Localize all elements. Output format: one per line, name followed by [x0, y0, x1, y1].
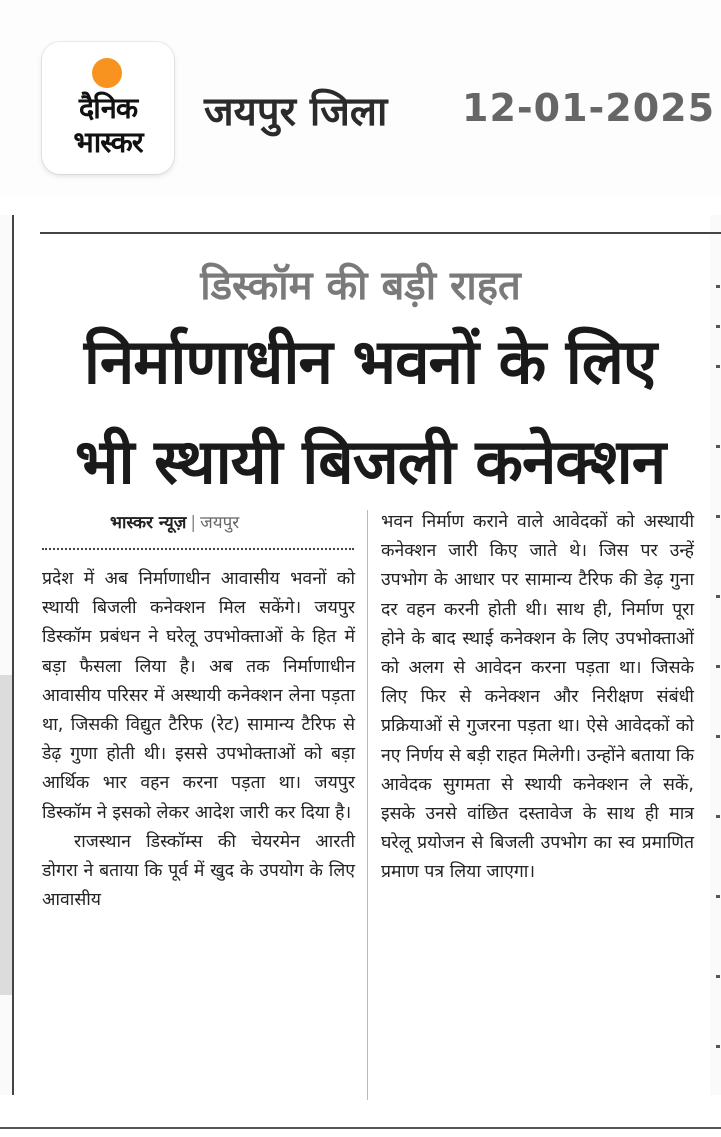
byline [110, 510, 239, 533]
paragraph: भवन निर्माण कराने वाले आवेदकों को अस्थायी कनेक्शन जारी किए जाते थे। जिस पर उन्हें उपभोग के आधार पर सामान्य टैरिफ की डेढ़ गुना दर वहन करनी होती थी। साथ ही, निर्माण पूरा होने के बाद स्थाई कनेक्शन के लिए उपभोक्ताओं को अलग से आवेदन करना पड़ता था। जिसके लिए फिर से कनेक्शन और निरीक्षण संबंधी प्रक्रियाओं से गुजरना पड़ता था। ऐसे आवेदकों को नए निर्णय से बड़ी राहत मिलेगी। उन्होंने बताया कि आवेदक सुगमता से स्थायी कनेक्शन ले सकें, इसके उनसे वांछित दस्तावेज के साथ ही मात्र घरेलू प्रयोजन से बिजली उपभोग का स्व प्रमाणित प्रमाण पत्र लिया जाएगा। [381, 512, 694, 883]
adjacent-article-left-edge [0, 215, 14, 1095]
clipping-top-rule [40, 232, 721, 234]
edition-title: जयपुर जिला [204, 89, 388, 135]
headline-line-2: भी स्थायी बिजली कनेक्शन [74, 425, 666, 498]
article-column-2 [381, 508, 694, 888]
byline-source: भास्कर न्यूज़ [110, 513, 187, 533]
sun-logo-icon [92, 58, 122, 88]
header-bar [0, 0, 721, 195]
paragraph: प्रदेश में अब निर्माणाधीन आवासीय भवनों को स्थायी बिजली कनेक्शन मिल सकेंगे। जयपुर डिस्कॉम प्रबंधन ने घरेलू उपभोक्ताओं के हित में बड़ा फैसला लिया है। अब तक निर्माणाधीन आवासीय परिसर में अस्थायी कनेक्शन लेना पड़ता था, जिसकी विद्युत टैरिफ (रेट) सामान्य टैरिफ से डेढ़ गुणा होती थी। इससे उपभोक्ताओं को बड़ा आर्थिक भार वहन करना पड़ता था। जयपुर डिस्कॉम ने इसको लेकर आदेश जारी कर दिया है। [42, 569, 355, 823]
article-kicker: डिस्कॉम की बड़ी राहत [200, 263, 521, 309]
logo-text-line1: दैनिक [78, 91, 138, 125]
dainik-bhaskar-logo[interactable] [42, 42, 174, 174]
paragraph: राजस्थान डिस्कॉम्स की चेयरमेन आरती डोगरा ने बताया कि पूर्व में खुद के उपयोग के लिए आवासीय [42, 831, 355, 911]
edition-date: 12-01-2025 [462, 86, 716, 130]
adjacent-article-right-edge [710, 215, 721, 1095]
byline-separator: | [190, 513, 197, 533]
logo-text-line2: भास्कर [73, 125, 143, 159]
headline-line-1: निर्माणाधीन भवनों के लिए [83, 325, 657, 398]
column-divider [367, 510, 368, 1100]
byline-dotted-rule [42, 548, 354, 550]
clipping-bottom-rule [0, 1127, 721, 1129]
byline-city: जयपुर [200, 513, 240, 533]
article-column-1 [42, 565, 355, 915]
